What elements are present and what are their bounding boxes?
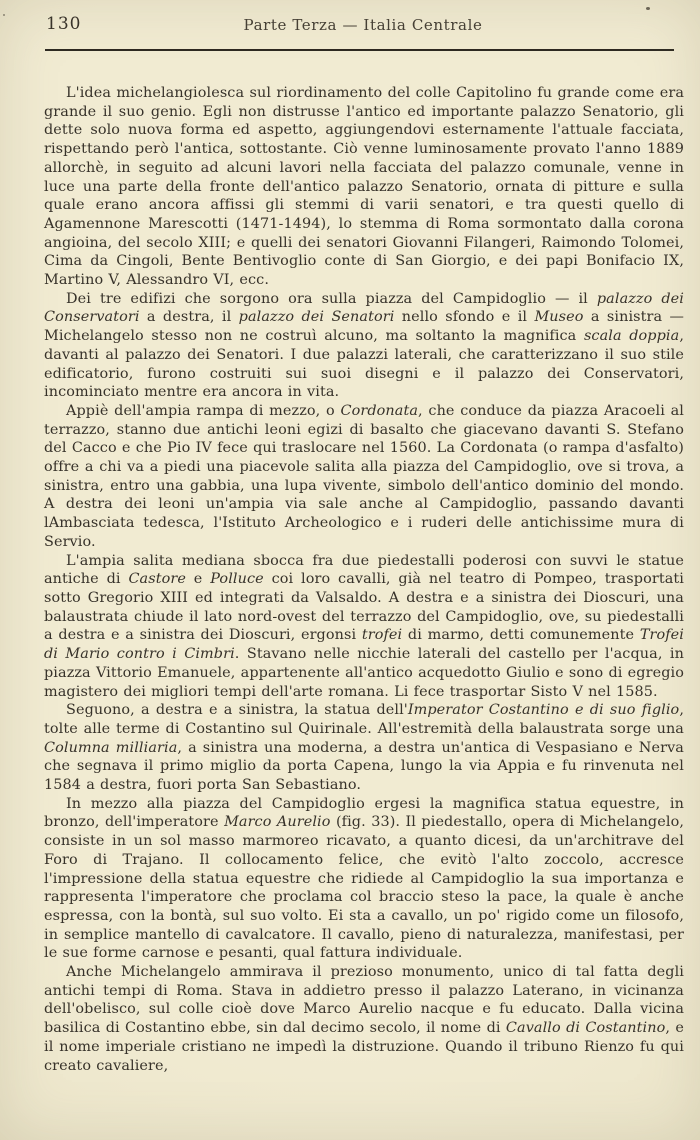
text-run: In mezzo alla piazza del Campidoglio ergesi la magnifica statua equestre, in bronzo, dell'imperatore xyxy=(44,795,684,831)
italic-text-run: palazzo dei Conservatori xyxy=(44,290,685,326)
text-run: a destra, il xyxy=(139,309,239,326)
text-run: e xyxy=(185,571,211,588)
text-run: Dei tre edifizi che sorgono ora sulla piazza del Campidoglio — il xyxy=(66,290,597,307)
page-number: 130 xyxy=(46,14,82,34)
italic-text-run: palazzo dei Senatori xyxy=(238,309,395,326)
italic-text-run: Castore xyxy=(128,571,186,588)
text-run: Anche Michelangelo ammirava il prezioso monumento, unico di tal fatta degli antichi tempi di Roma. Stava in addietro presso il palazzo Laterano, in vicinanza dell'obelisco, sul colle cioè dove Marco Aurelio nacque e fu educato. Dalla vicina basilica di Costantino ebbe, sin dal decimo secolo, il nome di xyxy=(44,964,684,1037)
text-run: , tolte alle terme di Costantino sul Quirinale. All'estremità della balaustrata sorge una xyxy=(44,702,684,737)
text-run: , che conduce da piazza Aracoeli al terrazzo, stanno due antichi leoni egizi di basalto che giacevano davanti S. Stefano del Cacco e che Pio IV fece qui traslocare nel 1560. La Cordonata (o rampa d'asfalto) offre a chi va a piedi una piacevole salita alla piazza del Campidoglio, ove si trova, a sinistra, entro una gabbia, una lupa vivente, simbolo dell'antico dominio del mondo. A destra dei leoni un'ampia via sale anche al Campidoglio, passando davanti lAmbasciata tedesca, l'Istituto Archeologico e i ruderi delle antichissime mura di Servio. xyxy=(44,402,684,550)
text-run: , a sinistra una moderna, a destra un'antica di Vespasiano e Nerva che segnava il primo miglio da porta Capena, lungo la via Appia e fu rinvenuta nel 1584 a destra, fuori porta San Sebastiano. xyxy=(44,739,684,794)
italic-text-run: Polluce xyxy=(210,571,264,588)
text-run: , e il nome imperiale cristiano ne impedì la distruzione. Quando il tribuno Rienzo fu qui creato cavaliere, xyxy=(44,1020,684,1074)
italic-text-run: Cavallo di Costantino xyxy=(505,1020,666,1037)
text-run: L'idea michelangiolesca sul riordinamento del colle Capitolino fu grande come era grande il suo genio. Egli non distrusse l'antico ed importante palazzo Senatorio, gli dette solo nuova forma ed aspetto, aggiungendovi esternamente l'attuale facciata, rispettando però l'antica, sottostante. Ciò venne luminosamente provato l'anno 1889 allorchè, in seguito ad alcuni lavori nella facciata del palazzo comunale, venne in luce una parte della fronte dell'antico palazzo Senatorio, ornata di pitture e sulla quale erano ancora affissi gli stemmi di varii senatori, e tra questi quello di Agamennone Marescotti (1471-1494), lo stemma di Roma sormontato dalla corona angioina, del secolo XIII; e quelli dei senatori Giovanni Filangeri, Raimondo Tolomei, Cima da Cingoli, Bente Bentivoglio conte di San Giorgio, e dei papi Bonifacio IX, Martino V, Alessandro VI, ecc. xyxy=(44,85,684,289)
text-run: nello sfondo e il xyxy=(394,309,535,326)
italic-text-run: Cordonata xyxy=(340,402,419,419)
text-run: Appiè dell'ampia rampa di mezzo, o xyxy=(66,402,341,419)
italic-text-run: Imperator Costantino e di suo figlio xyxy=(407,702,680,719)
italic-text-run: Marco Aurelio xyxy=(224,814,331,831)
running-header-title: Parte Terza — Italia Centrale xyxy=(243,16,483,34)
text-run: (fig. 33). Il piedestallo, opera di Michelangelo, consiste in un sol masso marmoreo ricavato, a quanto dicesi, da un'architrave del Foro di Trajano. Il collocamento felice, che evitò l'alto zoccolo, accresce l'impressione della statua equestre che ridiede al Campidoglio la sua importanza e rappresenta l'imperatore che proclama col braccio steso la pace, la quale è anche espressa, con la bontà, sul suo volto. Ei sta a cavallo, un po' rigido come un filosofo, in semplice mantello di cavalcatore. Il cavallo, pieno di naturalezza, manifestasi, per le sue forme carnose e pesanti, qual fattura individuale. xyxy=(44,814,685,962)
paragraph xyxy=(44,552,684,702)
paragraph xyxy=(44,402,684,552)
italic-text-run: Museo xyxy=(534,309,584,326)
text-run: , davanti al palazzo dei Senatori. I due palazzi laterali, che caratterizzano il suo stile edificatorio, furono costruiti sui suoi disegni e il palazzo dei Conservatori, incominciato mentre era ancora in vita. xyxy=(44,328,684,401)
ink-speck xyxy=(646,7,650,10)
paragraph xyxy=(44,290,684,402)
italic-text-run: trofei xyxy=(361,627,403,644)
ink-speck xyxy=(3,14,5,16)
paragraph xyxy=(44,701,684,795)
text-run: a sinistra — Michelangelo stesso non ne costruì alcuno, ma soltanto la magnifica xyxy=(44,309,685,345)
italic-text-run: Trofei di Mario contro i Cimbri xyxy=(44,627,684,663)
paragraph xyxy=(44,795,684,963)
paragraph xyxy=(44,963,684,1075)
text-run: L'ampia salita mediana sbocca fra due piedestalli poderosi con suvvi le statue antiche di xyxy=(44,552,684,588)
body-text xyxy=(44,84,684,1075)
italic-text-run: Columna milliaria xyxy=(44,739,178,756)
running-head xyxy=(44,0,682,50)
header-rule xyxy=(45,49,674,51)
text-run: coi loro cavalli, già nel teatro di Pompeo, trasportati sotto Gregorio XIII ed integrati da Valsaldo. A destra e a sinistra dei Dioscuri, una balaustrata chiude il lato nord-ovest del terrazzo del Campidoglio, ove, su piedestalli a destra e a sinistra dei Dioscuri, ergonsi xyxy=(44,571,684,644)
paragraph xyxy=(44,84,684,290)
text-run: di marmo, detti comunemente xyxy=(402,627,640,644)
italic-text-run: scala doppia xyxy=(583,328,680,345)
text-run: Seguono, a destra e a sinistra, la statua dell' xyxy=(66,702,408,719)
text-run: . Stavano nelle nicchie laterali del castello per l'acqua, in piazza Vittorio Emanuele, appartenente all'antico acquedotto Giulio e sono di egregio magistero dei migliori tempi dell'arte romana. Li fece trasportar Sisto V nel 1585. xyxy=(44,646,684,700)
